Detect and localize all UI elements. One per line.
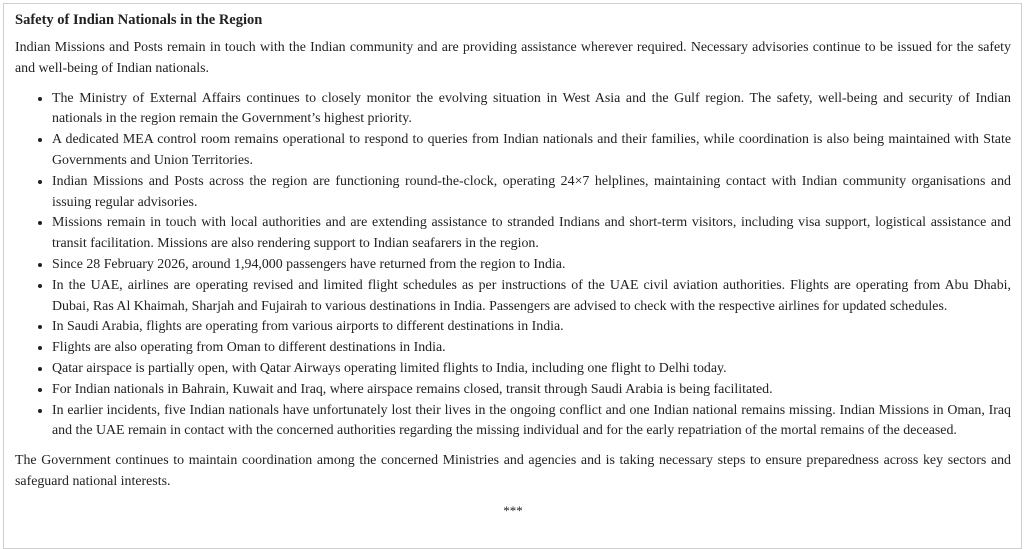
list-item: • Indian Missions and Posts across the region are functioning round-the-clock, operating 24×7 helplines, maintaining contact with Indian community organisations and issuing regular advisories. — [52, 172, 1011, 214]
list-item: • In the UAE, airlines are operating revised and limited flight schedules as per instructions of the UAE civil aviation authorities. Flights are operating from Abu Dhabi, Dubai, Ras Al Khaimah, Sharjah and Fujairah to various destinations in India. Passengers are advised to check with the respective airlines for updated schedules. — [52, 276, 1011, 318]
list-item: • A dedicated MEA control room remains operational to respond to queries from Indian nationals and their families, while coordination is also being maintained with State Governments and Union Territories. — [52, 130, 1011, 172]
intro-paragraph: Indian Missions and Posts remain in touch with the Indian community and are providing assistance wherever required. Necessary advisories continue to be issued for the safety and well-being of Indian nationals. — [15, 40, 1011, 76]
section-heading: Safety of Indian Nationals in the Region — [15, 12, 263, 28]
list-item: • For Indian nationals in Bahrain, Kuwait and Iraq, where airspace remains closed, transit through Saudi Arabia is being facilitated. — [52, 380, 1011, 401]
bullet-list — [15, 89, 1011, 443]
list-item: • Qatar airspace is partially open, with Qatar Airways operating limited flights to India, including one flight to Delhi today. — [52, 359, 1011, 380]
list-item: • In earlier incidents, five Indian nationals have unfortunately lost their lives in the ongoing conflict and one Indian national remains missing. Indian Missions in Oman, Iraq and the UAE remain in contact with the concerned authorities regarding the missing individual and for the early repatriation of the mortal remains of the deceased. — [52, 401, 1011, 443]
list-item: • Since 28 February 2026, around 1,94,000 passengers have returned from the region to India. — [52, 255, 1011, 276]
list-item: • Missions remain in touch with local authorities and are extending assistance to stranded Indians and short-term visitors, including visa support, logistical assistance and transit facilitation. Missions are also rendering support to Indian seafarers in the region. — [52, 213, 1011, 255]
list-item: • In Saudi Arabia, flights are operating from various airports to different destinations in India. — [52, 317, 1011, 338]
list-item: • Flights are also operating from Oman to different destinations in India. — [52, 338, 1011, 359]
article-body — [15, 10, 1011, 520]
section-separator: *** — [503, 502, 523, 518]
list-item: • The Ministry of External Affairs continues to closely monitor the evolving situation in West Asia and the Gulf region. The safety, well-being and security of Indian nationals in the region remain the Government’s highest priority. — [52, 89, 1011, 131]
closing-paragraph: The Government continues to maintain coordination among the concerned Ministries and agencies and is taking necessary steps to ensure preparedness across key sectors and safeguard national interests. — [15, 453, 1011, 489]
